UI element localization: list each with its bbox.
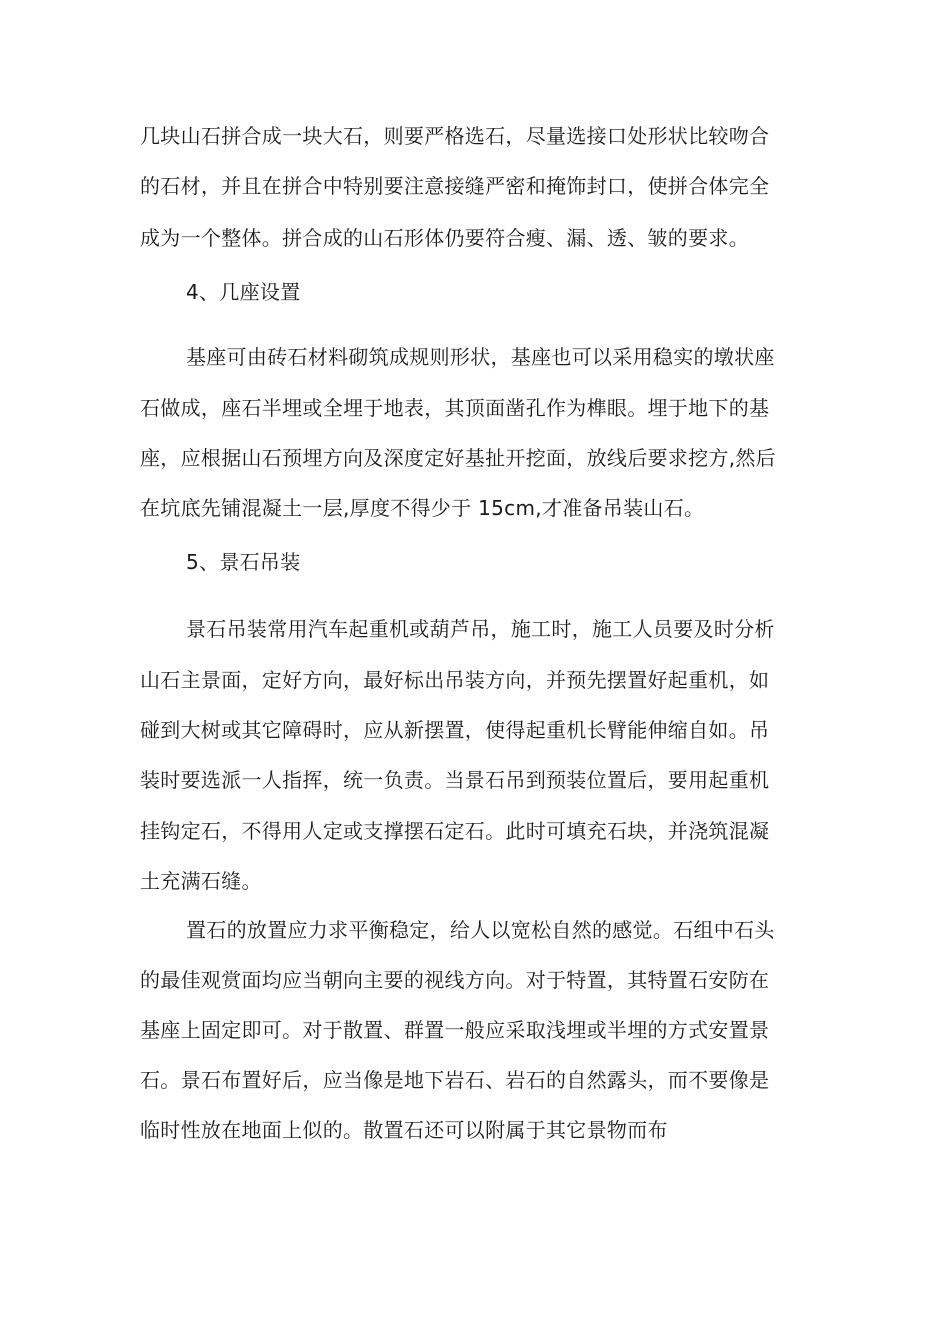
section-heading: 5、景石吊装: [186, 550, 301, 574]
paragraph-line: 山石主景面，定好方向，最好标出吊装方向，并预先摆置好起重机，如: [140, 668, 770, 692]
paragraph-line: 在坑底先铺混凝土一层,厚度不得少于 15cm,才准备吊装山石。: [140, 496, 705, 520]
paragraph-line: 土充满石缝。: [140, 869, 262, 893]
section-heading: 4、几座设置: [186, 280, 301, 304]
paragraph-line: 基座上固定即可。对于散置、群置一般应采取浅埋或半埋的方式安置景: [140, 1018, 770, 1042]
paragraph-line: 临时性放在地面上似的。散置石还可以附属于其它景物而布: [140, 1118, 668, 1142]
paragraph-line: 景石吊装常用汽车起重机或葫芦吊，施工时，施工人员要及时分析: [186, 617, 775, 641]
paragraph-line: 石做成，座石半埋或全埋于地表，其顶面凿孔作为榫眼。埋于地下的基: [140, 396, 770, 420]
paragraph-line: 的最佳观赏面均应当朝向主要的视线方向。对于特置，其特置石安防在: [140, 968, 770, 992]
paragraph-line: 碰到大树或其它障碍时，应从新摆置，使得起重机长臂能伸缩自如。吊: [140, 718, 770, 742]
paragraph-line: 的石材，并且在拼合中特别要注意接缝严密和掩饰封口，使拼合体完全: [140, 174, 770, 198]
paragraph-line: 石。景石布置好后，应当像是地下岩石、岩石的自然露头，而不要像是: [140, 1068, 770, 1092]
paragraph-line: 座，应根据山石预埋方向及深度定好基扯开挖面，放线后要求挖方,然后: [140, 446, 776, 470]
paragraph-line: 几块山石拼合成一块大石，则要严格选石，尽量选接口处形状比较吻合: [140, 124, 770, 148]
paragraph-line: 成为一个整体。拼合成的山石形体仍要符合瘦、漏、透、皱的要求。: [140, 226, 749, 250]
paragraph-line: 置石的放置应力求平衡稳定，给人以宽松自然的感觉。石组中石头: [186, 918, 775, 942]
paragraph-line: 装时要选派一人指挥，统一负责。当景石吊到预装位置后，要用起重机: [140, 768, 770, 792]
paragraph-line: 基座可由砖石材料砌筑成规则形状，基座也可以采用稳实的墩状座: [186, 345, 775, 369]
paragraph-line: 挂钩定石，不得用人定或支撑摆石定石。此时可填充石块，并浇筑混凝: [140, 819, 770, 843]
